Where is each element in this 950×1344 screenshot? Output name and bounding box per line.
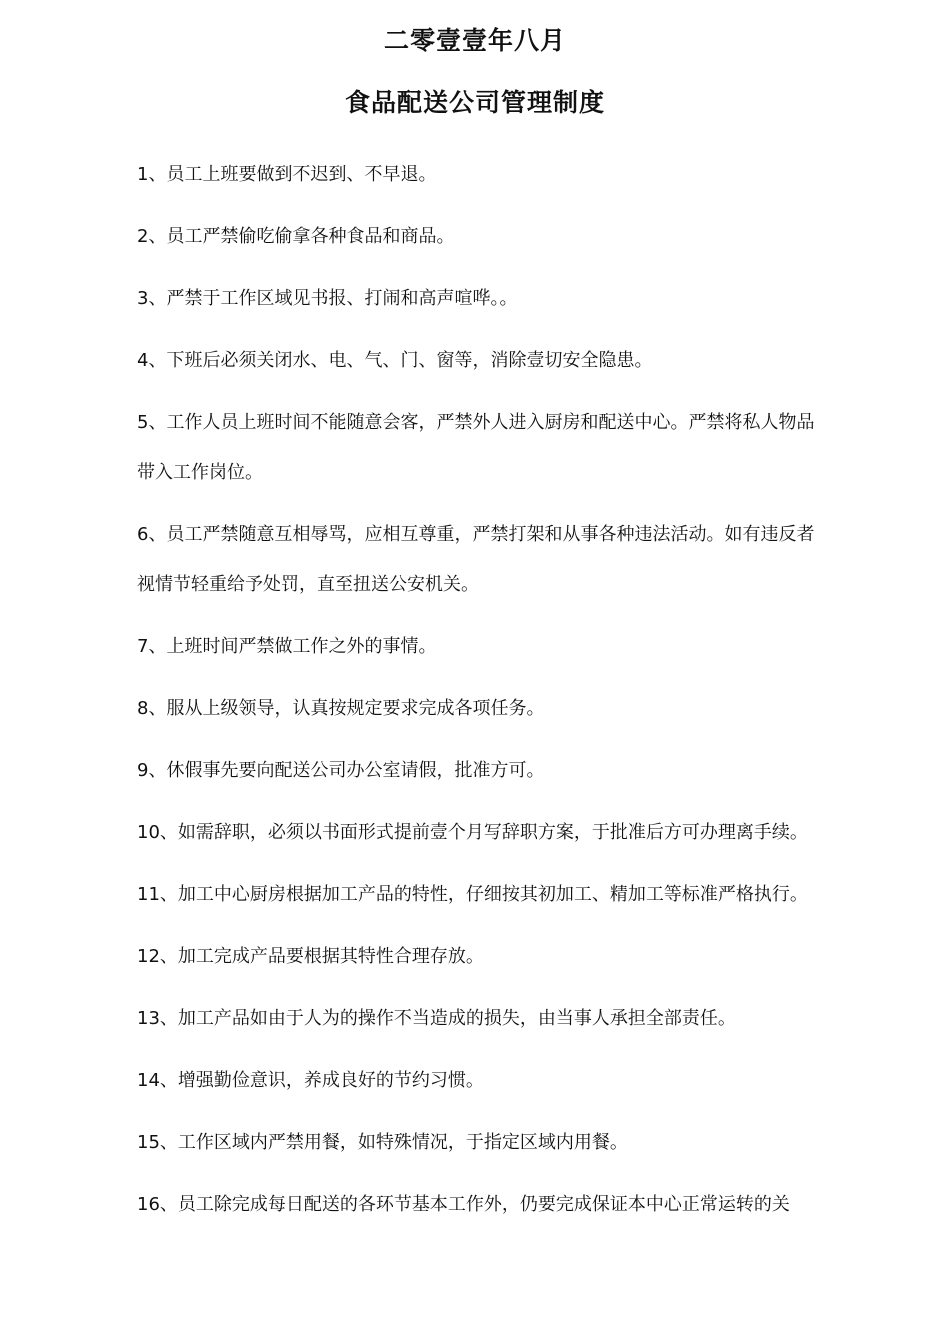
rule-number: 10、 <box>137 822 178 843</box>
rule-text: 加工中心厨房根据加工产品的特性，仔细按其初加工、精加工等标准严格执行。 <box>177 884 808 905</box>
rule-item <box>137 1180 827 1230</box>
rule-item <box>137 150 827 200</box>
rule-text: 严禁于工作区域见书报、打闹和高声喧哗。。 <box>166 288 518 309</box>
rule-text: 员工严禁偷吃偷拿各种食品和商品。 <box>166 226 455 247</box>
rule-number: 7、 <box>137 636 167 657</box>
date-title: 二零壹壹年八月 <box>383 26 566 55</box>
rule-text: 工作区域内严禁用餐，如特殊情况，于指定区域内用餐。 <box>177 1132 628 1153</box>
rule-text: 如需辞职，必须以书面形式提前壹个月写辞职方案，于批准后方可办理离手续。 <box>177 822 808 843</box>
rule-text: 加工完成产品要根据其特性合理存放。 <box>177 946 484 967</box>
rule-item <box>137 684 827 734</box>
page-title: 食品配送公司管理制度 <box>344 88 605 117</box>
rule-number: 2、 <box>137 226 167 247</box>
rule-number: 8、 <box>137 698 167 719</box>
rule-number: 14、 <box>137 1070 178 1091</box>
rule-item <box>137 1056 827 1106</box>
rule-number: 13、 <box>137 1008 178 1029</box>
rule-item <box>137 1118 827 1168</box>
rule-text: 服从上级领导，认真按规定要求完成各项任务。 <box>166 698 545 719</box>
rule-item <box>137 994 827 1044</box>
rule-text: 上班时间严禁做工作之外的事情。 <box>166 636 437 657</box>
rule-item <box>137 746 827 796</box>
rule-text: 员工上班要做到不迟到、不早退。 <box>166 164 437 185</box>
rule-text: 加工产品如由于人为的操作不当造成的损失，由当事人承担全部责任。 <box>177 1008 736 1029</box>
rule-item <box>137 336 827 386</box>
rule-item <box>137 622 827 672</box>
rule-text: 休假事先要向配送公司办公室请假，批准方可。 <box>166 760 545 781</box>
rule-number: 11、 <box>137 884 178 905</box>
rule-number: 1、 <box>137 164 167 185</box>
rule-text: 员工除完成每日配送的各环节基本工作外，仍要完成保证本中心正常运转的关 <box>177 1194 790 1215</box>
rule-text: 员工严禁随意互相辱骂，应相互尊重，严禁打架和从事各种违法活动。如有违反者视情节轻重给予处罚，直至扭送公安机关。 <box>137 524 815 595</box>
rule-text: 下班后必须关闭水、电、气、门、窗等，消除壹切安全隐患。 <box>166 350 653 371</box>
rules-list <box>137 150 827 1242</box>
rule-number: 5、 <box>137 412 167 433</box>
rule-number: 15、 <box>137 1132 178 1153</box>
rule-item <box>137 212 827 262</box>
rule-item <box>137 274 827 324</box>
rule-item <box>137 398 827 498</box>
rule-number: 3、 <box>137 288 167 309</box>
rule-item <box>137 808 827 858</box>
rule-number: 9、 <box>137 760 167 781</box>
rule-number: 4、 <box>137 350 167 371</box>
rule-number: 16、 <box>137 1194 178 1215</box>
rule-item <box>137 510 827 610</box>
rule-number: 12、 <box>137 946 178 967</box>
rule-text: 工作人员上班时间不能随意会客，严禁外人进入厨房和配送中心。严禁将私人物品带入工作岗位。 <box>137 412 815 483</box>
rule-item <box>137 870 827 920</box>
rule-text: 增强勤俭意识，养成良好的节约习惯。 <box>177 1070 484 1091</box>
rule-number: 6、 <box>137 524 167 545</box>
rule-item <box>137 932 827 982</box>
